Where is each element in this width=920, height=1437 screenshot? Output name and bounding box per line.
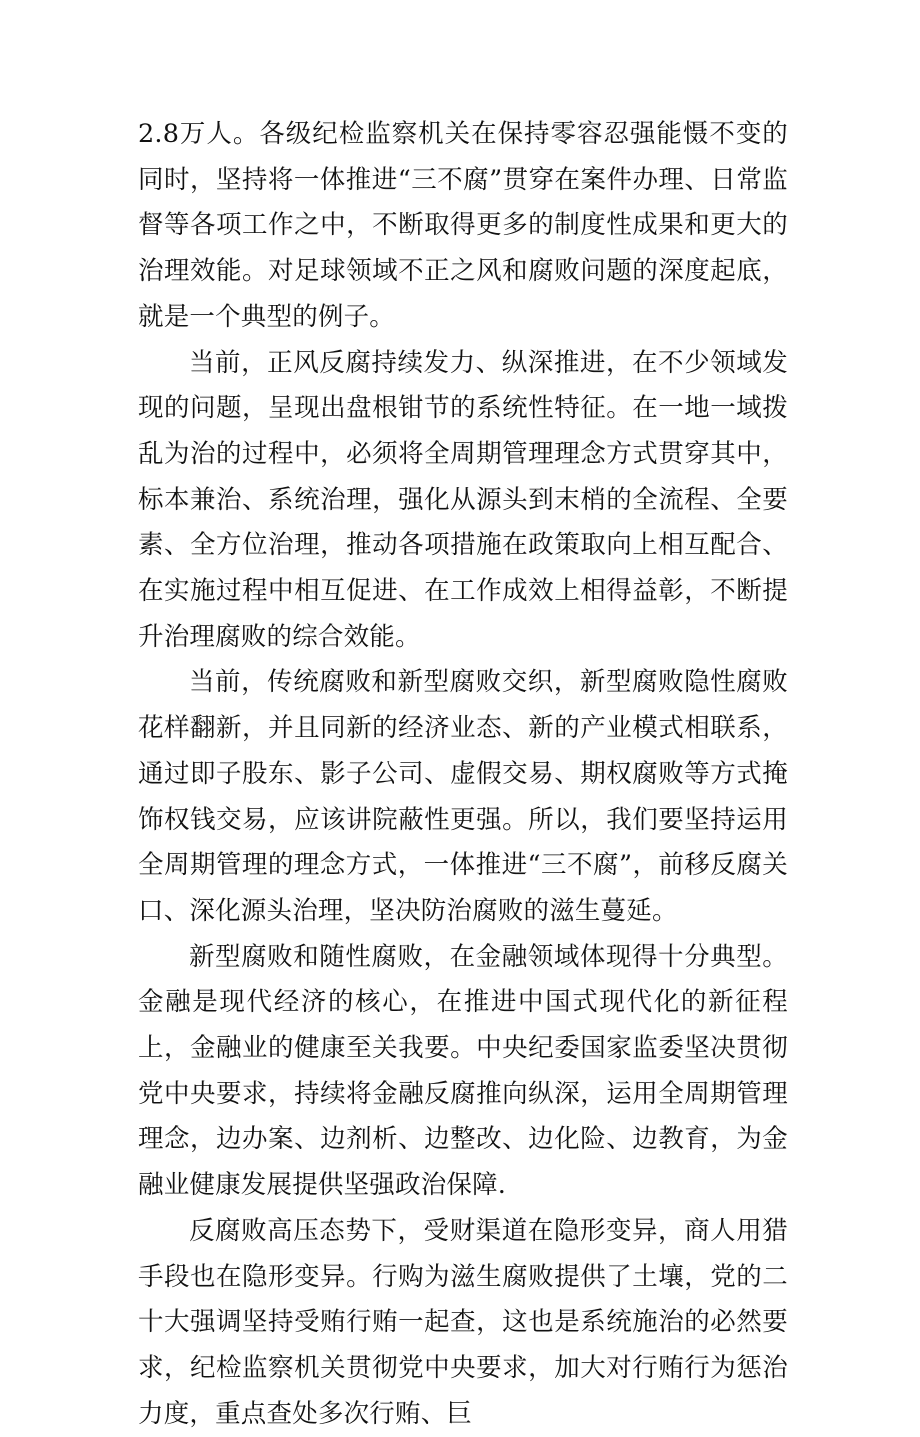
paragraph-2: 当前，正风反腐持续发力、纵深推进，在不少领域发现的问题，呈现出盘根钳节的系统性特征。在一地一域拨乱为治的过程中，必须将全周期管理理念方式贯穿其中，标本兼治、系统治理，强化从源头到末梢的全流程、全要素、全方位治理，推动各项措施在政策取向上相互配合、在实施过程中相互促进、在工作成效上相得益彰，不断提升治理腐败的综合效能。 [138,347,788,652]
paragraph-4: 新型腐败和随性腐败，在金融领域体现得十分典型。金融是现代经济的核心，在推进中国式现代化的新征程上，金融业的健康至关我要。中央纪委国家监委坚决贯彻党中央要求，持续将金融反腐推向纵深，运用全周期管理理念，边办案、边剂析、边整改、边化险、边教育，为金融业健康发展提供坚强政治保障. [138,941,788,1201]
document-body [138,112,788,1437]
paragraph-3: 当前，传统腐败和新型腐败交织，新型腐败隐性腐败花样翻新，并且同新的经济业态、新的产业模式相联系，通过即子股东、影子公司、虚假交易、期权腐败等方式掩饰权钱交易，应该讲院蔽性更强。所以，我们要坚持运用全周期管理的理念方式，一体推进“三不腐”，前移反腐关口、深化源头治理，坚决防治腐败的滋生蔓延。 [138,667,788,926]
paragraph-5: 反腐败高压态势下，受财渠道在隐形变异，商人用猎手段也在隐形变异。行购为滋生腐败提供了土壤，党的二十大强调坚持受贿行贿一起查，这也是系统施治的必然要求，纪检监察机关贯彻党中央要求，加大对行贿行为惩治力度，重点查处多次行贿、巨 [138,1215,788,1429]
paragraph-1: 2.8万人。各级纪检监察机关在保持零容忍强能慑不变的同时，坚持将一体推进“三不腐”贯穿在案件办理、日常监督等各项工作之中，不断取得更多的制度性成果和更大的治理效能。对足球领域不正之风和腐败问题的深度起底，就是一个典型的例子。 [138,119,788,332]
